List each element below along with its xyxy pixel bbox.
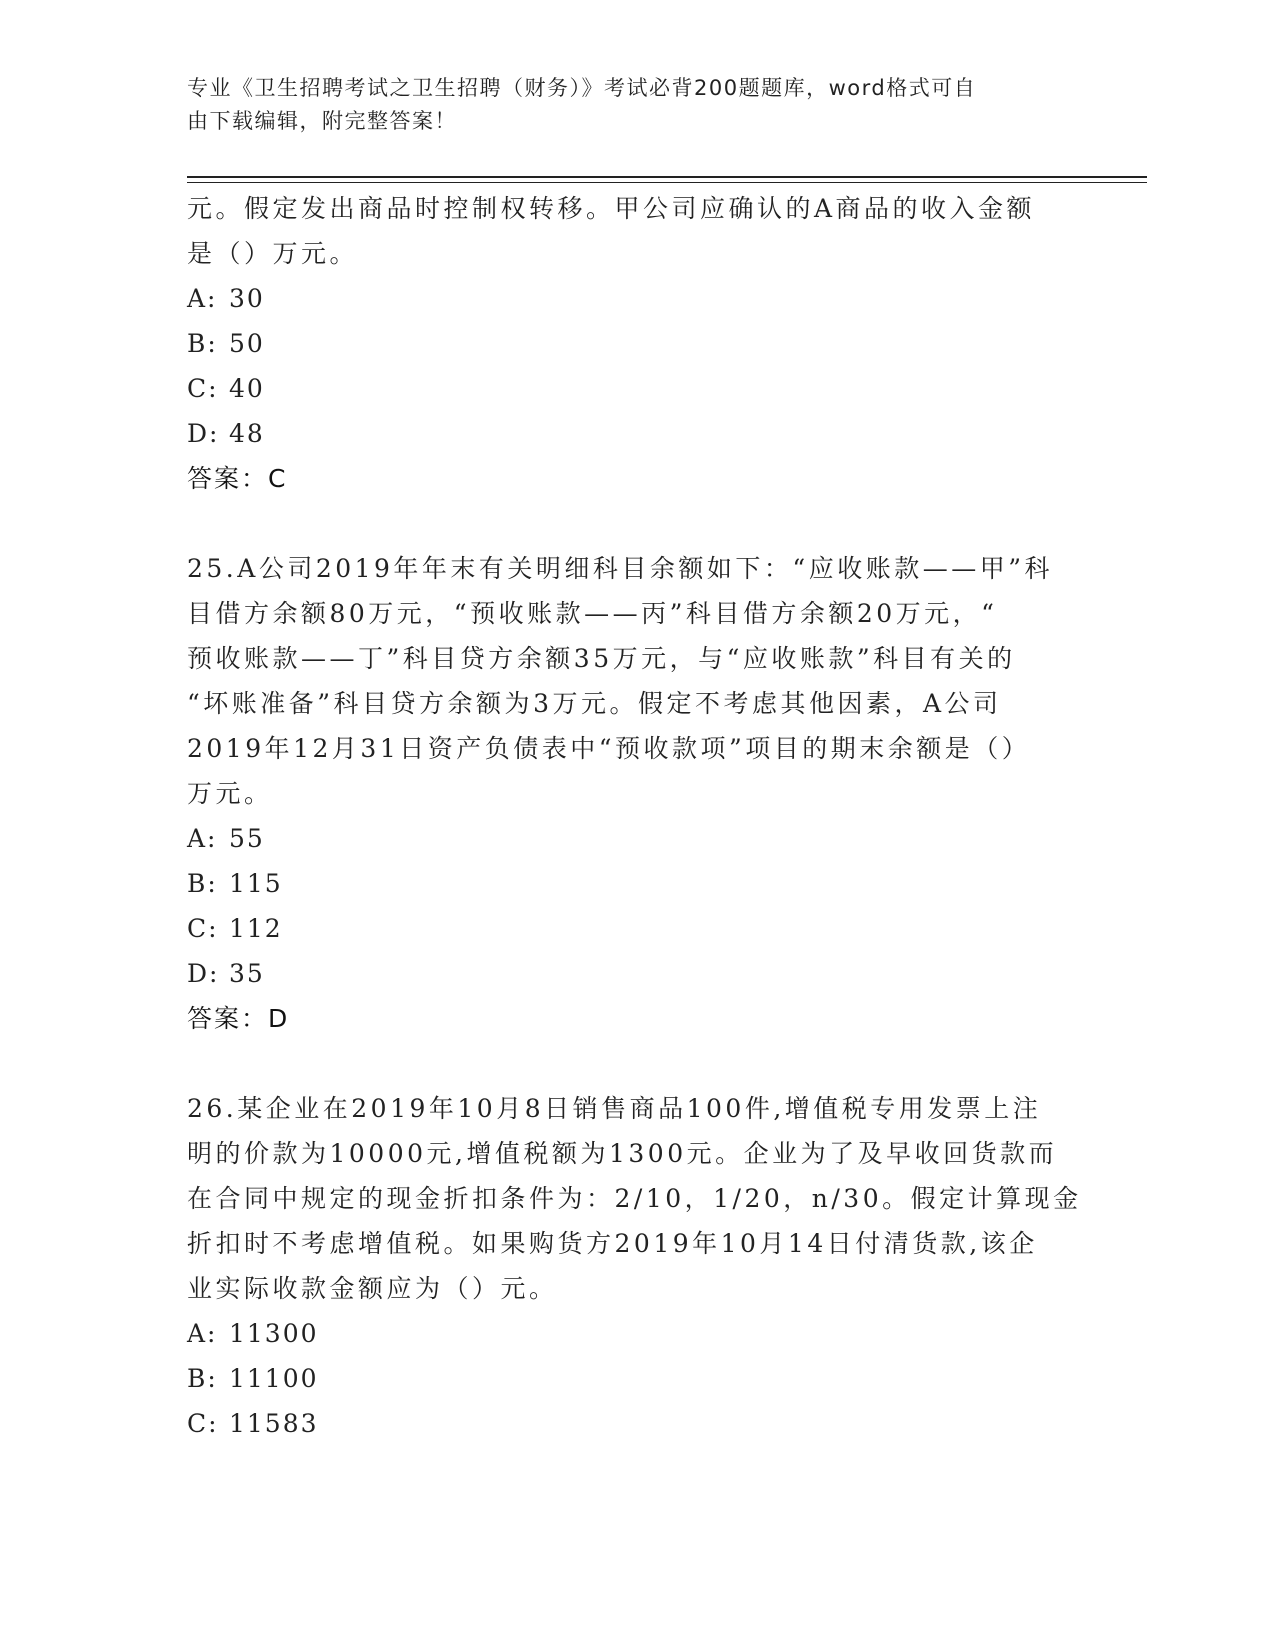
option-label: D: xyxy=(187,419,220,448)
document-body xyxy=(187,186,1087,1446)
question-stem-line: 目借方余额80万元，“预收账款——丙”科目借方余额20万元，“ xyxy=(187,599,998,628)
answer-line: 答案：D xyxy=(187,1004,290,1033)
option-label: D: xyxy=(187,959,220,988)
option-c xyxy=(187,1401,1087,1446)
option-label: B: xyxy=(187,869,218,898)
option-value: 55 xyxy=(229,824,265,853)
option-value: 30 xyxy=(229,284,265,313)
option-d xyxy=(187,411,1087,456)
option-label: C: xyxy=(187,374,219,403)
option-label: B: xyxy=(187,1364,218,1393)
answer-line: 答案：C xyxy=(187,464,288,493)
question-stem-line: 元。假定发出商品时控制权转移。甲公司应确认的A商品的收入金额 xyxy=(187,194,1036,223)
option-value: 35 xyxy=(229,959,265,988)
option-b xyxy=(187,321,1087,366)
option-value: 115 xyxy=(229,869,283,898)
option-c xyxy=(187,906,1087,951)
question-stem-line: 2019年12月31日资产负债表中“预收款项”项目的期末余额是（） xyxy=(187,734,1031,763)
question-stem-line: 预收账款——丁”科目贷方余额35万元，与“应收账款”科目有关的 xyxy=(187,644,1016,673)
question-stem-line: 万元。 xyxy=(187,779,273,808)
option-a xyxy=(187,1311,1087,1356)
question-stem-line: 折扣时不考虑增值税。如果购货方2019年10月14日付清货款,该企 xyxy=(187,1229,1038,1258)
option-label: A: xyxy=(187,1319,218,1348)
question-stem-line: 业实际收款金额应为（）元。 xyxy=(187,1274,558,1303)
option-d xyxy=(187,951,1087,996)
question-stem-line: 在合同中规定的现金折扣条件为：2/10，1/20，n/30。假定计算现金 xyxy=(187,1184,1082,1213)
document-header xyxy=(187,72,1067,138)
option-label: A: xyxy=(187,824,218,853)
option-value: 11583 xyxy=(229,1409,319,1438)
spacer xyxy=(187,501,1087,546)
option-label: B: xyxy=(187,329,218,358)
option-b xyxy=(187,1356,1087,1401)
option-b xyxy=(187,861,1087,906)
question-stem-line: 明的价款为10000元,增值税额为1300元。企业为了及早收回货款而 xyxy=(187,1139,1058,1168)
question-stem-line: 26.某企业在2019年10月8日销售商品100件,增值税专用发票上注 xyxy=(187,1094,1042,1123)
question-24 xyxy=(187,186,1087,501)
header-title-line-1: 专业《卫生招聘考试之卫生招聘（财务）》考试必背200题题库，word格式可自 xyxy=(187,76,977,100)
option-label: A: xyxy=(187,284,218,313)
option-c xyxy=(187,366,1087,411)
option-value: 112 xyxy=(229,914,283,943)
option-a xyxy=(187,276,1087,321)
question-stem-line: 25.A公司2019年年末有关明细科目余额如下：“应收账款——甲”科 xyxy=(187,554,1053,583)
option-a xyxy=(187,816,1087,861)
question-26 xyxy=(187,1086,1087,1446)
option-value: 48 xyxy=(229,419,265,448)
option-value: 11100 xyxy=(229,1364,319,1393)
spacer xyxy=(187,1041,1087,1086)
option-value: 50 xyxy=(229,329,265,358)
header-title-line-2: 由下载编辑，附完整答案！ xyxy=(187,109,457,133)
option-label: C: xyxy=(187,914,219,943)
option-value: 40 xyxy=(229,374,265,403)
header-rule-thick xyxy=(187,176,1147,178)
question-stem-line: 是（）万元。 xyxy=(187,239,359,268)
header-rule-thin xyxy=(187,182,1147,183)
option-label: C: xyxy=(187,1409,219,1438)
option-value: 11300 xyxy=(229,1319,319,1348)
question-25 xyxy=(187,546,1087,1041)
question-stem-line: “坏账准备”科目贷方余额为3万元。假定不考虑其他因素，A公司 xyxy=(187,689,1002,718)
